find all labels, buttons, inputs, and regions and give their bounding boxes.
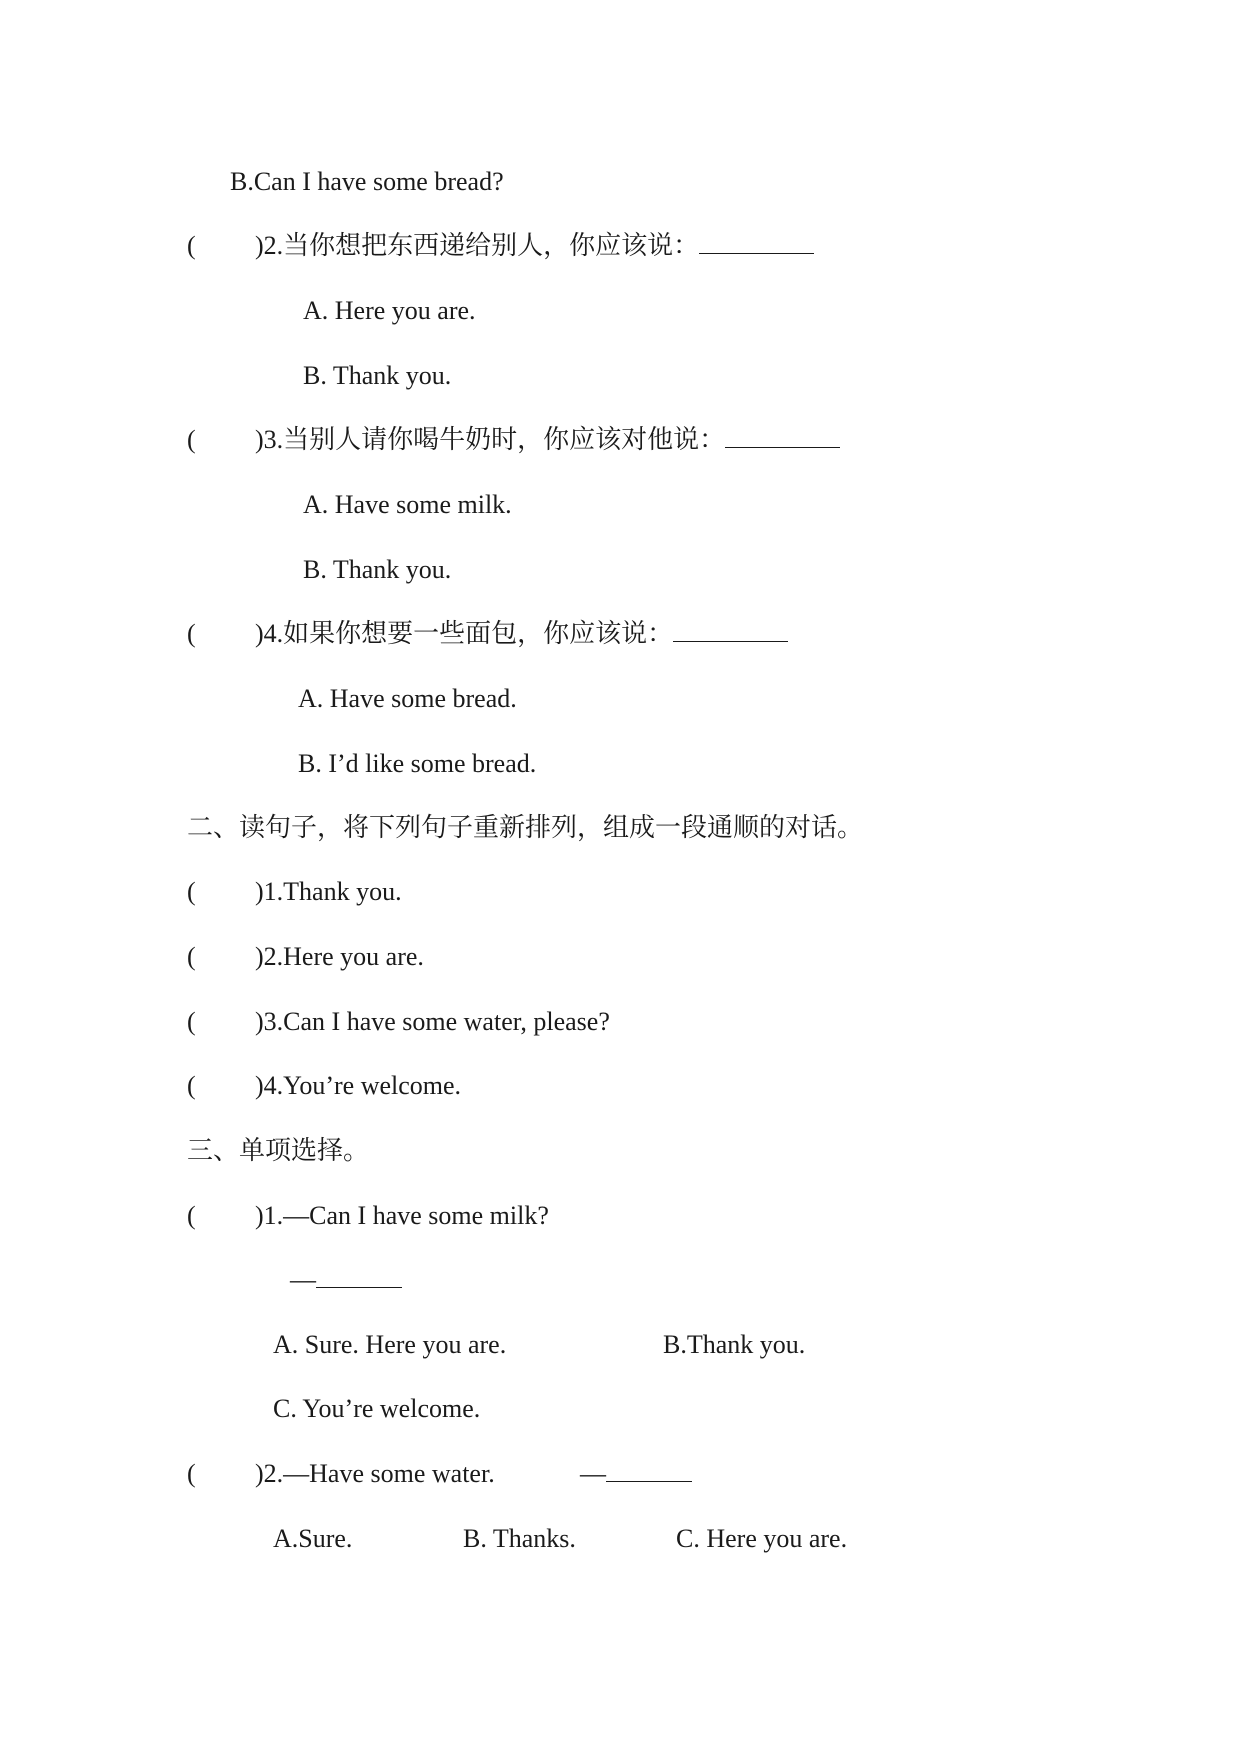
q2-question-text: )2.当你想把东西递给别人，你应该说： [255,231,700,260]
part3-q2-option-b: B. Thanks. [463,1524,576,1553]
q3-option-a: A. Have some milk. [303,490,512,519]
q4-question-text: )4.如果你想要一些面包，你应该说： [255,619,674,648]
q4-answer-paren: ( [187,619,196,648]
q1-option-b: B.Can I have some bread? [230,167,504,196]
q4-answer-blank [673,619,788,642]
q2-option-a: A. Here you are. [303,296,476,325]
q4-question [255,618,788,650]
q2-option-b: B. Thank you. [303,361,452,390]
part3-q2-answer-dash: — [580,1459,606,1488]
part3-q2-question: )2.—Have some water. [255,1459,495,1488]
q4-option-b: B. I’d like some bread. [298,749,537,778]
part2-item-2-paren: ( [187,942,196,971]
part3-q1-option-c: C. You’re welcome. [273,1394,481,1423]
part3-q1-answer-dash: — [290,1265,316,1294]
q3-question [255,424,840,456]
part3-q1-question: )1.—Can I have some milk? [255,1201,549,1230]
q3-answer-paren: ( [187,425,196,454]
q4-option-a: A. Have some bread. [298,684,517,713]
part3-q2-option-c: C. Here you are. [676,1524,848,1553]
q2-answer-blank [699,231,814,254]
part2-item-3-paren: ( [187,1007,196,1036]
q2-answer-paren: ( [187,231,196,260]
part2-item-3: )3.Can I have some water, please? [255,1007,610,1036]
part3-heading: 三、单项选择。 [187,1136,370,1165]
part3-q2-option-a: A.Sure. [273,1524,353,1553]
part2-heading: 二、读句子，将下列句子重新排列，组成一段通顺的对话。 [187,813,864,842]
part2-item-1: )1.Thank you. [255,877,402,906]
part3-q1-paren: ( [187,1201,196,1230]
q3-option-b: B. Thank you. [303,555,452,584]
q2-question [255,230,814,262]
part2-item-2: )2.Here you are. [255,942,424,971]
part2-item-4: )4.You’re welcome. [255,1071,462,1100]
q3-answer-blank [725,425,840,448]
q3-question-text: )3.当别人请你喝牛奶时，你应该对他说： [255,425,726,454]
part3-q1-answer-blank [316,1265,402,1288]
part3-q2-paren: ( [187,1459,196,1488]
part3-q2-answer [580,1458,692,1490]
part2-item-1-paren: ( [187,877,196,906]
part3-q1-option-b: B.Thank you. [663,1330,806,1359]
part2-item-4-paren: ( [187,1071,196,1100]
part3-q2-answer-blank [606,1459,692,1482]
part3-q1-option-a: A. Sure. Here you are. [273,1330,507,1359]
part3-q1-answer [290,1264,402,1296]
